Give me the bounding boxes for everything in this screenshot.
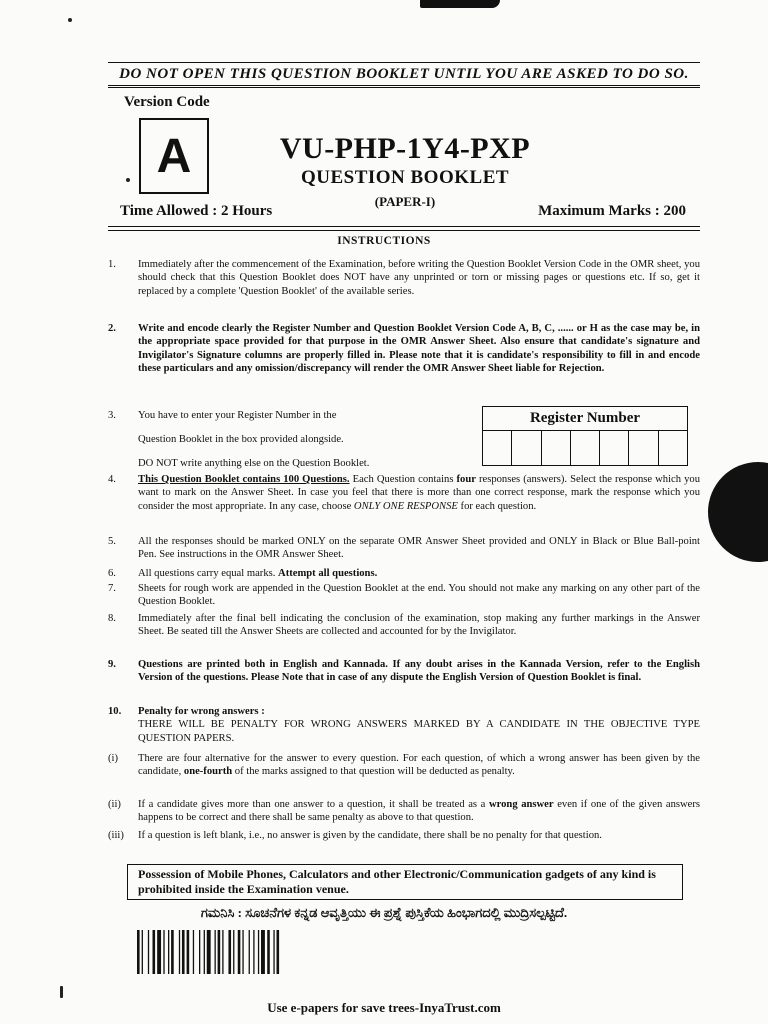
barcode-bar xyxy=(142,930,143,974)
barcode-bar xyxy=(277,930,280,974)
barcode-bar xyxy=(253,930,254,974)
barcode-bar xyxy=(238,930,241,974)
register-number-box xyxy=(482,406,688,466)
barcode-bar xyxy=(242,930,243,974)
barcode-bar xyxy=(258,930,259,974)
maximum-marks: Maximum Marks : 200 xyxy=(538,203,686,219)
version-code-box: A xyxy=(139,118,209,194)
instruction-text: Immediately after the final bell indicating the conclusion of the examination, stop making any further markings in the Answer Sheet. Be seated till the Answer Sheets are collected and accounted for by the Invigilator. xyxy=(138,613,700,638)
register-number-cells xyxy=(483,431,687,465)
instruction-text: DO NOT write anything else on the Question Booklet. xyxy=(138,458,370,469)
instruction-text xyxy=(138,473,700,513)
penalty-title: Penalty for wrong answers : xyxy=(138,706,265,717)
rule-fragment-bold: one-fourth xyxy=(183,766,233,778)
instruction-number: 5. xyxy=(108,536,116,547)
booklet-title: QUESTION BOOKLET xyxy=(300,167,510,188)
register-number-cell[interactable] xyxy=(600,431,629,465)
scan-artifact xyxy=(420,0,500,8)
penalty-rule-2 xyxy=(108,798,700,825)
rule-fragment: If a candidate gives more than one answer to a question, it shall be treated as a xyxy=(138,799,489,810)
instruction-text: You have to enter your Register Number in the xyxy=(138,410,337,421)
register-number-cell[interactable] xyxy=(542,431,571,465)
instruction-2 xyxy=(108,322,700,376)
barcode-bar xyxy=(148,930,149,974)
rule-number: (ii) xyxy=(108,799,121,810)
rule-fragment: even if one of the given answers happens to be correct and there shall be same penalty as above to that question. xyxy=(138,799,700,824)
penalty-rule-3 xyxy=(108,829,700,842)
register-number-title: Register Number xyxy=(483,407,687,431)
instruction-text: Questions are printed both in English and Kannada. If any doubt arises in the Kannada Version, refer to the English Version of the questions. Please Note that in case of any dispute the English Version of Question Booklet is final. xyxy=(138,659,700,684)
scan-speck xyxy=(126,178,130,182)
instruction-number: 6. xyxy=(108,568,116,579)
rule-fragment: of the marks assigned to that question will be deducted as penalty. xyxy=(232,766,515,778)
rule-number: (iii) xyxy=(108,830,124,841)
barcode-bar xyxy=(261,930,265,974)
instruction-10 xyxy=(108,705,700,745)
header-divider xyxy=(108,226,700,231)
instruction-number: 7. xyxy=(108,583,116,594)
barcode-bar xyxy=(163,930,164,974)
instruction-text xyxy=(138,567,700,580)
barcode-bar xyxy=(137,930,140,974)
instruction-fragment-bold: Attempt all questions. xyxy=(278,568,378,579)
instruction-number: 1. xyxy=(108,259,116,270)
paper-label: (PAPER-I) xyxy=(374,194,436,209)
instruction-number: 3. xyxy=(108,410,116,421)
instruction-9 xyxy=(108,658,700,685)
instruction-fragment: responses (answers). Select the response which you want to mark on the Answer Sheet. In case you feel that there is more than one correct response, mark the response which you consider the most appropriate. In any case, choose xyxy=(138,474,700,512)
footer-credit: Use e-papers for save trees-InyaTrust.com xyxy=(267,1000,501,1015)
instruction-fragment: for each question. xyxy=(457,500,537,512)
instruction-1 xyxy=(108,258,700,298)
barcode-bar xyxy=(215,930,216,974)
punch-hole xyxy=(708,462,768,562)
barcode-bar xyxy=(218,930,221,974)
gadget-prohibition-notice: Possession of Mobile Phones, Calculators and other Electronic/Communication gadgets of any kind is prohibited inside the Examination venue. xyxy=(127,864,683,900)
time-allowed: Time Allowed : 2 Hours xyxy=(120,203,273,219)
scan-speck xyxy=(60,986,63,998)
barcode-bar xyxy=(228,930,231,974)
register-number-cell[interactable] xyxy=(571,431,600,465)
barcode-bar xyxy=(273,930,274,974)
rule-text xyxy=(138,752,700,779)
penalty-rule-1 xyxy=(108,752,700,779)
rule-fragment-bold: wrong answer xyxy=(488,799,554,810)
instruction-text: Question Booklet in the box provided alongside. xyxy=(138,434,344,445)
booklet-code: VU-PHP-1Y4-PXP xyxy=(279,132,531,165)
kannada-version-note: ಗಮನಿಸಿ : ಸೂಚನೆಗಳ ಕನ್ನಡ ಆವೃತ್ತಿಯು ಈ ಪ್ರಶ್ನೆ ಪುಸ್ತಿಕೆಯ ಹಿಂಭಾಗದಲ್ಲಿ ಮುದ್ರಿಸಲ್ಪಟ್ಟಿದೆ. xyxy=(200,905,568,920)
instruction-number: 9. xyxy=(108,659,116,670)
register-number-cell[interactable] xyxy=(483,431,512,465)
rule-text: If a question is left blank, i.e., no answer is given by the candidate, there shall be no penalty for that question. xyxy=(138,830,602,841)
register-number-cell[interactable] xyxy=(629,431,658,465)
question-count-highlight: This Question Booklet contains 100 Questions. xyxy=(138,474,350,485)
do-not-open-banner: DO NOT OPEN THIS QUESTION BOOKLET UNTIL YOU ARE ASKED TO DO SO. xyxy=(108,62,700,88)
scan-speck xyxy=(68,18,72,22)
barcode-bar xyxy=(171,930,174,974)
barcode-bar xyxy=(207,930,211,974)
penalty-text: THERE WILL BE PENALTY FOR WRONG ANSWERS MARKED BY A CANDIDATE IN THE OBJECTIVE TYPE QUESTION PAPERS. xyxy=(138,719,700,744)
instruction-3 xyxy=(108,409,468,422)
instruction-number: 10. xyxy=(108,706,122,717)
instruction-number: 4. xyxy=(108,474,116,485)
instruction-3-line-3 xyxy=(108,457,468,470)
instruction-number: 8. xyxy=(108,613,116,624)
barcode-bar xyxy=(182,930,185,974)
instruction-fragment: All questions carry equal marks. xyxy=(138,568,279,579)
barcode-bar xyxy=(199,930,200,974)
instruction-6 xyxy=(108,567,700,580)
barcode-bar xyxy=(222,930,223,974)
instruction-text: Sheets for rough work are appended in the Question Booklet at the end. You should not make any marking on any other part of the Question Booklet. xyxy=(138,583,700,608)
instruction-number: 2. xyxy=(108,323,116,334)
barcode-bar xyxy=(233,930,234,974)
barcode-bar xyxy=(179,930,180,974)
register-number-cell[interactable] xyxy=(512,431,541,465)
only-one-response: ONLY ONE RESPONSE xyxy=(353,500,458,512)
instruction-fragment: Each Question contains xyxy=(349,474,457,485)
barcode-bar xyxy=(168,930,169,974)
instruction-text: Write and encode clearly the Register Number and Question Booklet Version Code A, B, C, ...... or H as the case may be, in the appropriate space provided for that purpose in the OMR Answer Sheet. Also ensure that candidate's signature and Invigilator's Signature columns are properly filled in. Please note that it is candidate's responsibility to fill in and encode these particulars and any omission/discrepancy will render the OMR Answer Sheet liable for Rejection. xyxy=(138,323,700,375)
barcode-bar xyxy=(267,930,270,974)
rule-number: (i) xyxy=(108,753,118,764)
instruction-4 xyxy=(108,473,700,513)
instructions-heading: INSTRUCTIONS xyxy=(337,235,431,247)
instruction-5 xyxy=(108,535,700,562)
barcode-bar xyxy=(187,930,190,974)
barcode-bar xyxy=(193,930,194,974)
register-number-cell[interactable] xyxy=(659,431,687,465)
barcode-bar xyxy=(204,930,205,974)
instruction-text: All the responses should be marked ONLY on the separate OMR Answer Sheet provided and ONLY in Black or Blue Ball-point Pen. See instructions in the OMR Answer Sheet. xyxy=(138,536,700,561)
instruction-3-line-2 xyxy=(108,433,468,446)
barcode-bar xyxy=(249,930,250,974)
version-code-label: Version Code xyxy=(124,94,210,110)
instruction-7 xyxy=(108,582,700,609)
instruction-fragment-bold: four xyxy=(456,474,476,485)
barcode xyxy=(137,930,317,974)
instruction-8 xyxy=(108,612,700,639)
barcode-bar xyxy=(157,930,161,974)
instruction-text: Immediately after the commencement of the Examination, before writing the Question Booklet Version Code in the OMR sheet, you should check that this Question Booklet does NOT have any unprinted or torn or missing pages or questions etc. If so, get it replaced by a complete 'Question Booklet' of the available series. xyxy=(138,259,700,297)
rule-fragment: There are four alternative for the answer to every question. For each question, of which a wrong answer has been given by the candidate, xyxy=(138,753,700,778)
barcode-bar xyxy=(153,930,156,974)
rule-text xyxy=(138,798,700,825)
